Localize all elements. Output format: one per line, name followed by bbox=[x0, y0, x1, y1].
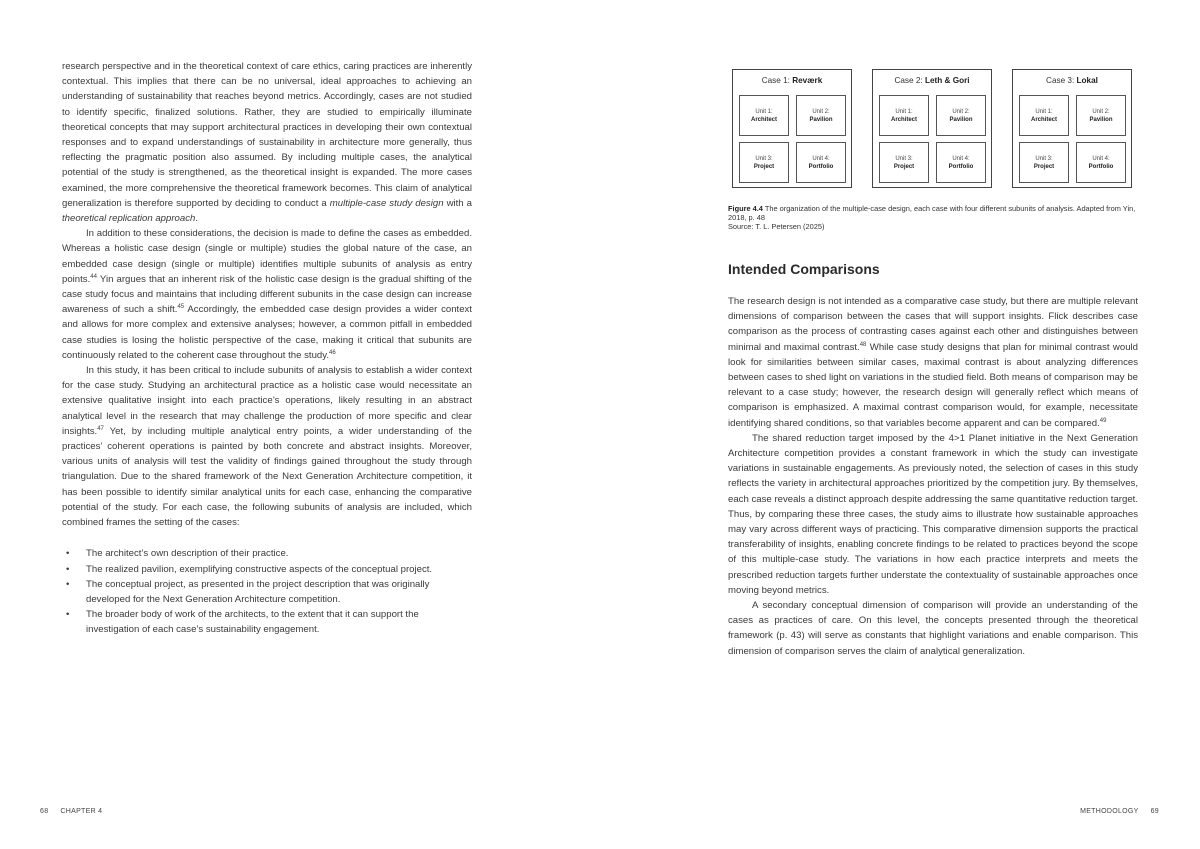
case-title bbox=[873, 76, 991, 85]
footer-right bbox=[1080, 808, 1159, 815]
case-box bbox=[872, 69, 992, 188]
text-run: In this study, it has been critical to include subunits of analysis to establish a wider context for the case study. Studying an architectural practice as a holistic case would necessitate an extensive qualitative insight into each practice’s operations, likely resulting in an abstract analytical level in the research that may challenge the production of more specific and clear insights. bbox=[62, 365, 472, 437]
figure-caption-text: The organization of the multiple-case design, each case with four different subunits of analysis. Adapted from Yin, 2018, p. 48 bbox=[728, 204, 1136, 223]
bullet-item: • The broader body of work of the architects, to the extent that it can support the investigation of each case’s sustainability engagement. bbox=[62, 607, 472, 637]
unit-name: Project bbox=[893, 163, 915, 170]
case-title bbox=[1013, 76, 1131, 85]
case-name: Lokal bbox=[1076, 76, 1098, 85]
case-title bbox=[733, 76, 851, 85]
unit-label: Unit 2: bbox=[952, 109, 970, 115]
text-run: The shared reduction target imposed by the 4>1 Planet initiative in the Next Generation Architecture competition provides a constant framework in which the study can investigate variations in sustainable engagements. As previously noted, the selection of cases in this study reflects the variety in architectural approaches prioritized by the competition jury. By themselves, each case reveals a distinct approach despite addressing the same quantitative reduction target. Thus, by comparing these three cases, the study aims to illustrate how sustainable approaches may vary across different ways of practicing. This comparative dimension supports the practical transferability of insights, enabling concrete findings to be related to practices beyond the scope of this multiple-case study. The variations in how each practice interprets and meets the prescribed reduction targets further understate the contextuality of sustainable approaches once moving beyond metrics. bbox=[728, 432, 1138, 596]
bullet-item: • The conceptual project, as presented in the project description that was originally developed for the Next Generation Architecture competition. bbox=[62, 577, 472, 607]
text-run: In addition to these considerations, the decision is made to define the cases as embedded. Whereas a holistic case design (single or multiple) studies the global nature of the case, an embedded case design (single or multiple) identifies multiple subunits of analysis as entry points. bbox=[62, 228, 472, 285]
right-page-body bbox=[728, 294, 1138, 659]
unit-box bbox=[936, 95, 986, 136]
multiple-case-design-figure bbox=[732, 69, 1138, 190]
unit-box bbox=[1019, 142, 1069, 183]
unit-label: Unit 3: bbox=[755, 156, 773, 162]
case-number-label: Case 1: bbox=[761, 76, 793, 85]
text-run: The research design is not intended as a comparative case study, but there are multiple relevant dimensions of comparison between the cases that will support insights. Flick describes case comparison as the process of contrasting cases against each other and distinguishes between minimal and maximal contrast. bbox=[728, 296, 1138, 353]
body-paragraph bbox=[728, 294, 1138, 431]
figure-caption-label: Figure 4.4 bbox=[728, 204, 763, 213]
unit-name: Portfolio bbox=[948, 163, 974, 170]
unit-name: Pavilion bbox=[809, 116, 833, 123]
text-run: with a bbox=[443, 197, 472, 209]
unit-box bbox=[1076, 142, 1126, 183]
unit-box bbox=[879, 142, 929, 183]
unit-box bbox=[739, 95, 789, 136]
page-number-left: 68 bbox=[40, 808, 49, 815]
unit-name: Project bbox=[1033, 163, 1055, 170]
unit-box bbox=[1076, 95, 1126, 136]
figure-caption bbox=[728, 204, 1138, 232]
text-run: A secondary conceptual dimension of comparison will provide an understanding of the cases as practices of care. On this level, the concepts presented through the theoretical framework (p. 43) will serve as constants that highlight variations and enable comparison. This dimension of comparison serves the claim of analytical generalization. bbox=[728, 600, 1138, 657]
italic-term: theoretical replication approach bbox=[62, 213, 196, 225]
unit-name: Pavilion bbox=[1089, 116, 1113, 123]
unit-name: Architect bbox=[1030, 116, 1057, 123]
footnote-ref: 45 bbox=[177, 304, 185, 311]
right-page-paragraphs bbox=[728, 294, 1138, 659]
footer-left bbox=[40, 808, 102, 815]
unit-box bbox=[739, 142, 789, 183]
unit-label: Unit 4: bbox=[1092, 156, 1110, 162]
body-paragraph bbox=[62, 59, 472, 226]
unit-label: Unit 3: bbox=[895, 156, 913, 162]
body-paragraph bbox=[62, 363, 472, 530]
unit-box bbox=[796, 142, 846, 183]
bullet-item: • The realized pavilion, exemplifying constructive aspects of the conceptual project. bbox=[62, 562, 472, 577]
case-name: Leth & Gori bbox=[924, 76, 970, 85]
left-page-body bbox=[62, 59, 472, 638]
footnote-ref: 49 bbox=[1099, 417, 1107, 424]
unit-name: Portfolio bbox=[808, 163, 834, 170]
unit-box bbox=[936, 142, 986, 183]
unit-name: Architect bbox=[890, 116, 917, 123]
case-number-label: Case 3: bbox=[1046, 76, 1077, 85]
unit-label: Unit 3: bbox=[1035, 156, 1053, 162]
text-run: Yet, by including multiple analytical entry points, a wider understanding of the practices’ coherent operations is painted by both concrete and abstract insights. Moreover, various units of analysis will test the validity of findings gained throughout the study through triangulation. Due to the shared framework of the Next Generation Architecture competition, it has been possible to identify similar analytical units for each case, enhancing the comparative potential of the study. For each case, the following subunits of analysis are included, which combined frames the setting of the cases: bbox=[62, 425, 472, 529]
body-paragraph bbox=[728, 431, 1138, 598]
text-run: While case study designs that plan for minimal contrast would look for similarities between similar cases, maximal contrast is about analyzing differences between cases to shed light on variations in the studied field. Both means of comparison may be relevant to a case study; however, the research design will generally reflect which means of comparison is emphasized. A maximal contrast comparison would, for example, necessitate identifying shared conditions, so that variables become apparent and can be compared. bbox=[728, 341, 1139, 429]
case-box bbox=[732, 69, 852, 188]
case-name: Reværk bbox=[792, 76, 823, 85]
body-paragraph bbox=[62, 226, 472, 363]
text-run: research perspective and in the theoretical context of care ethics, caring practices are inherently contextual. This implies that there can be no universal, ideal approaches to achieving an understanding of sustainability that reaches beyond metrics. Accordingly, cases are not studied to identify specific, finalized solutions. Rather, they are studied to empirically illuminate theoretical concepts that may support architectural practices in developing their own contextual responses and to expand understandings of sustainability in architecture more generally, thus reflecting the pragmatic position also assumed. By including multiple cases, the analytical potential of the study is strengthened, as the theoretical insight is expanded. The more cases examined, the more comprehensive the theoretical framework becomes. This claim of analytical generalization is therefore supported by deciding to conduct a bbox=[62, 61, 472, 209]
unit-name: Architect bbox=[750, 116, 777, 123]
left-page-paragraphs bbox=[62, 59, 472, 530]
footnote-ref: 47 bbox=[97, 425, 104, 432]
subunits-bullet-list bbox=[62, 546, 472, 637]
section-label: METHODOLOGY bbox=[1080, 808, 1139, 815]
unit-label: Unit 4: bbox=[952, 156, 970, 162]
case-box bbox=[1012, 69, 1132, 188]
footnote-ref: 44 bbox=[90, 273, 97, 280]
case-number-label: Case 2: bbox=[894, 76, 925, 85]
unit-label: Unit 1: bbox=[755, 109, 773, 115]
unit-label: Unit 2: bbox=[812, 109, 830, 115]
footnote-ref: 46 bbox=[329, 349, 336, 356]
chapter-label: CHAPTER 4 bbox=[60, 808, 103, 815]
unit-box bbox=[796, 95, 846, 136]
italic-term: multiple-case study design bbox=[329, 197, 444, 209]
unit-name: Pavilion bbox=[949, 116, 973, 123]
unit-label: Unit 1: bbox=[1035, 109, 1053, 115]
bullet-item: • The architect’s own description of their practice. bbox=[62, 546, 472, 561]
footnote-ref: 48 bbox=[859, 341, 867, 348]
section-heading: Intended Comparisons bbox=[728, 261, 880, 277]
unit-label: Unit 4: bbox=[812, 156, 830, 162]
text-run: Accordingly, the embedded case design provides a wider context and allows for more complex and extensive analyses; however, a common pitfall in embedded case studies is losing the holistic perspective of the case, making it critical that subunits are continuously related to the coherent case throughout the study. bbox=[62, 304, 473, 361]
unit-label: Unit 2: bbox=[1092, 109, 1110, 115]
page-number-right: 69 bbox=[1150, 808, 1159, 815]
unit-box bbox=[879, 95, 929, 136]
unit-name: Portfolio bbox=[1088, 163, 1114, 170]
body-paragraph bbox=[728, 598, 1138, 659]
unit-label: Unit 1: bbox=[895, 109, 913, 115]
unit-box bbox=[1019, 95, 1069, 136]
unit-name: Project bbox=[753, 163, 775, 170]
figure-caption-source: Source: T. L. Petersen (2025) bbox=[728, 222, 825, 232]
text-run: . bbox=[195, 213, 199, 225]
text-run: Yin argues that an inherent risk of the holistic case design is the gradual shifting of the case study focus and maintains that including different subunits in the case design can increase awareness of such a shift. bbox=[62, 273, 472, 316]
